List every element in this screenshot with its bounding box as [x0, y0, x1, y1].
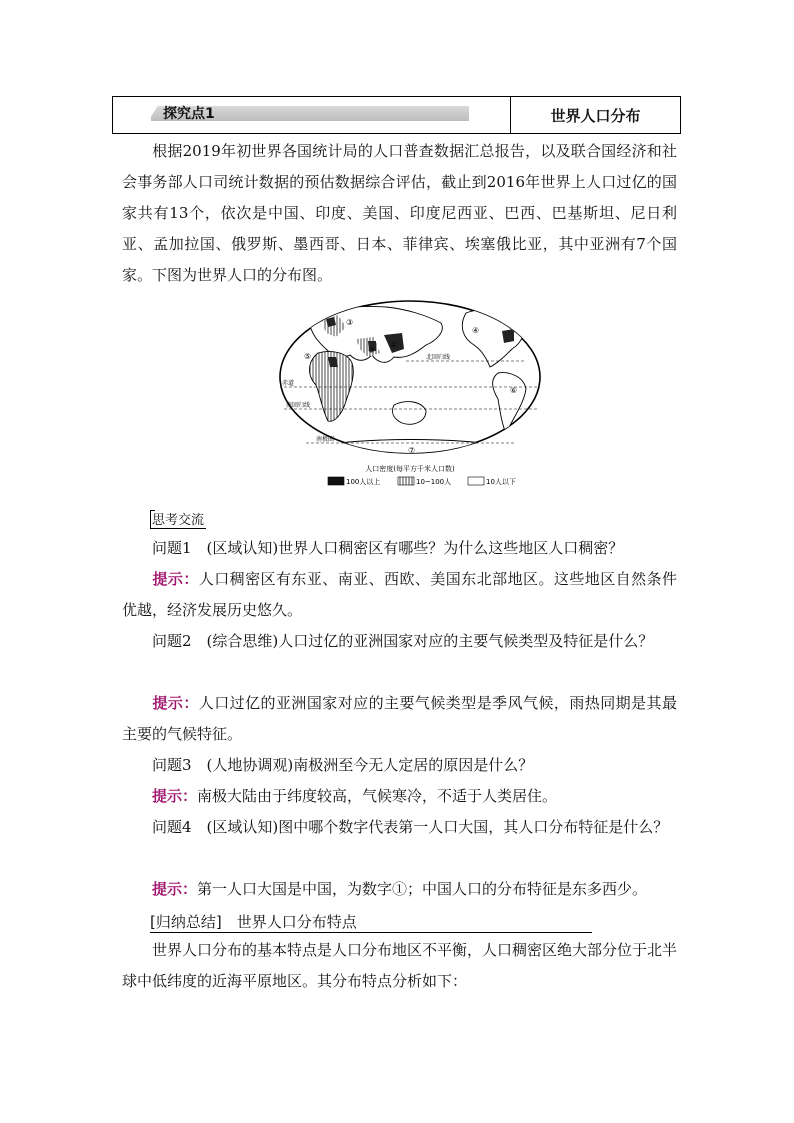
answer-text-2: 人口过亿的亚洲国家对应的主要气候类型是季风气候，雨热同期是其最主要的气候特征。	[122, 694, 677, 743]
summary-paragraph	[122, 935, 677, 997]
section-header	[112, 96, 681, 134]
answer-text-1: 人口稠密区有东亚、南亚、西欧、美国东北部地区。这些地区自然条件优越，经济发展历史悠久。	[122, 570, 677, 619]
qa-item-1	[122, 533, 677, 564]
legend-high: 100人以上	[346, 478, 381, 486]
answer-2	[122, 688, 677, 750]
question-4: 问题4 (区域认知)图中哪个数字代表第一人口大国，其人口分布特征是什么？	[152, 818, 669, 836]
label-south-tropic: 南回归线	[286, 402, 311, 409]
hint-label-3: 提示：	[152, 787, 198, 805]
legend-swatch-high	[328, 477, 344, 485]
marker-4: ④	[472, 326, 480, 335]
hint-label-2: 提示：	[152, 694, 199, 712]
hint-label-1: 提示：	[152, 570, 199, 588]
marker-6: ⑥	[510, 386, 518, 395]
section-tab-notch	[147, 104, 159, 123]
intro-text: 根据2019年初世界各国统计局的人口普查数据汇总报告，以及联合国经济和社会事务部人口司统计数据的预估数据综合评估，截止到2016年世界上人口过亿的国家共有13个，依次是中国、印度、美国、印度尼西亚、巴西、巴基斯坦、尼日利亚、孟加拉国、俄罗斯、墨西哥、日本、菲律宾、埃塞俄比亚，其中亚洲有7个国家。下图为世界人口的分布图。	[122, 142, 677, 284]
question-1: 问题1 (区域认知)世界人口稠密区有哪些？为什么这些地区人口稠密？	[152, 539, 624, 557]
legend-low: 10人以下	[486, 478, 516, 486]
label-antarctic-circle: 南极圈	[316, 436, 335, 443]
answer-text-4: 第一人口大国是中国，为数字①；中国人口的分布特征是东多西少。	[197, 880, 648, 898]
legend-swatch-low	[468, 477, 484, 485]
section-tab-area	[113, 97, 511, 133]
qa-item-3	[122, 750, 677, 781]
label-equator: 赤道	[282, 380, 295, 387]
label-north-tropic: 北回归线	[426, 354, 451, 361]
intro-paragraph	[122, 136, 677, 291]
answer-4	[122, 874, 677, 905]
section-tab-label: 探究点1	[163, 106, 215, 122]
world-population-map	[276, 297, 544, 492]
summary-heading	[150, 911, 592, 933]
summary-title: 世界人口分布特点	[236, 913, 357, 931]
qa-item-2	[122, 626, 677, 657]
qa-item-4	[122, 812, 677, 843]
marker-5: ⑤	[304, 352, 312, 361]
us-northeast-high-density	[502, 329, 514, 343]
marker-3: ③	[346, 318, 354, 327]
answer-1	[122, 564, 677, 626]
legend-swatch-mid	[398, 477, 414, 485]
marker-7: ⑦	[408, 446, 416, 455]
answer-3	[122, 781, 677, 812]
hint-label-4: 提示：	[152, 880, 198, 898]
question-2: 问题2 (综合思维)人口过亿的亚洲国家对应的主要气候类型及特征是什么？	[152, 632, 654, 650]
answer-text-3: 南极大陆由于纬度较高，气候寒冷，不适于人类居住。	[197, 787, 558, 805]
legend-title: 人口密度(每平方千米人口数)	[365, 465, 455, 473]
legend-mid: 10~100人	[416, 478, 452, 486]
marker-1: ①	[390, 340, 398, 349]
section-title: 世界人口分布	[550, 106, 641, 125]
summary-label: [归纳总结]	[150, 913, 222, 931]
map-legend	[328, 477, 516, 486]
marker-2: ②	[368, 346, 376, 355]
discuss-label: 思考交流	[150, 509, 206, 529]
question-3: 问题3 (人地协调观)南极洲至今无人定居的原因是什么？	[152, 756, 534, 774]
summary-text: 世界人口分布的基本特点是人口分布地区不平衡，人口稠密区绝大部分位于北半球中低纬度的近海平原地区。其分布特点分析如下：	[122, 941, 678, 990]
